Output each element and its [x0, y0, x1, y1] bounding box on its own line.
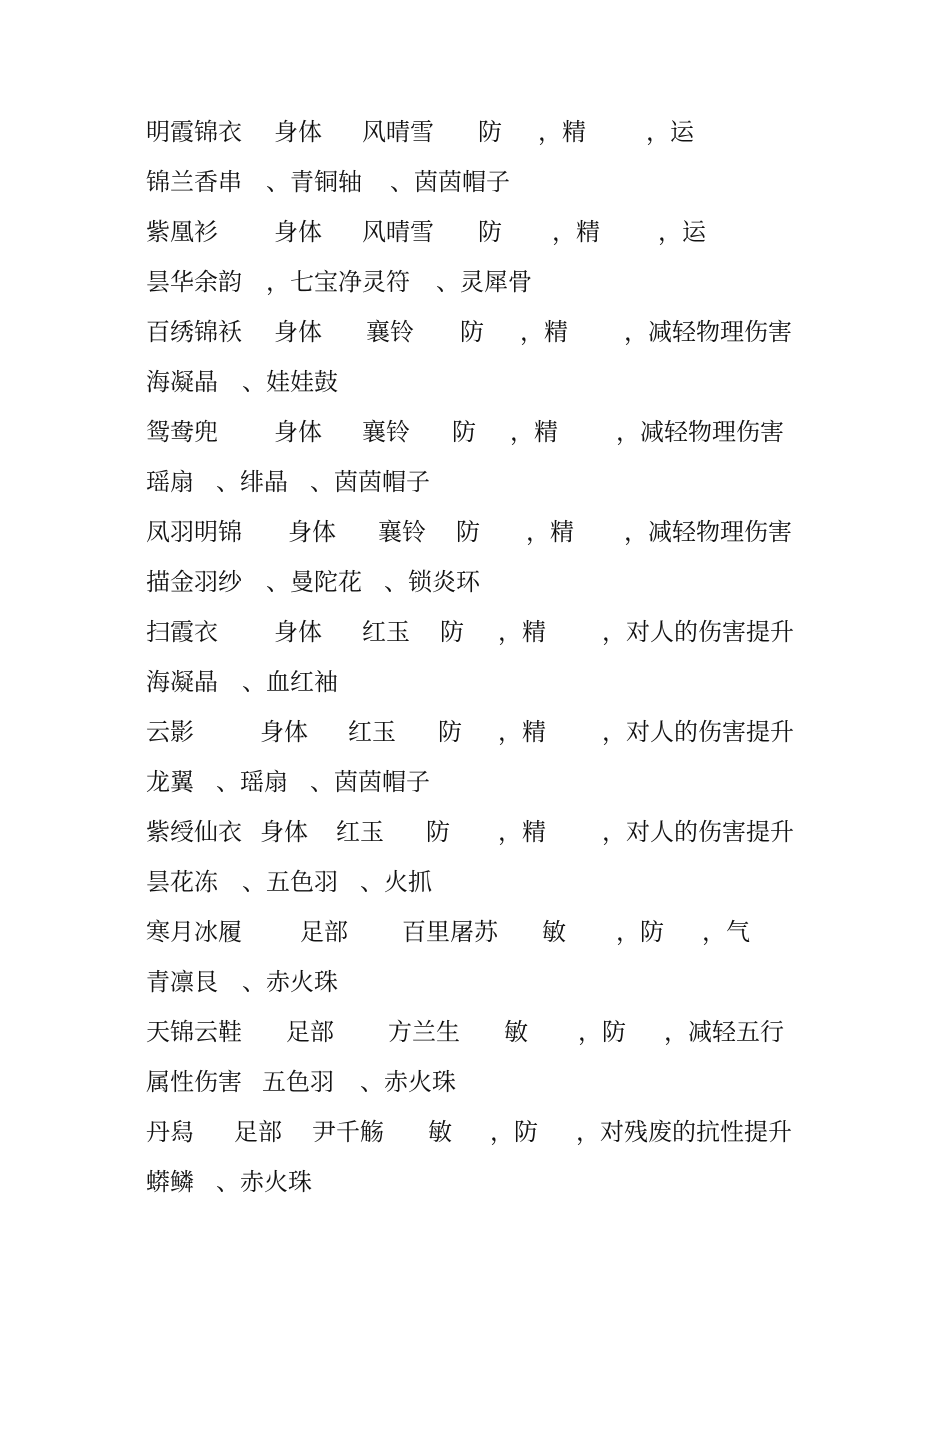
stat-text: 防	[440, 618, 464, 646]
stat-text: 敏	[428, 1118, 452, 1146]
stat-text: ，精	[498, 718, 546, 746]
equip-slot: 身体	[274, 318, 322, 346]
character-name: 风晴雪	[362, 118, 434, 146]
stat-text: ，对人的伤害提升	[602, 718, 794, 746]
material-text: 、血红袖	[242, 668, 338, 696]
text-line	[146, 962, 846, 1002]
material-text: 、绯晶	[216, 468, 288, 496]
material-text: 青凛艮	[146, 968, 218, 996]
item-name: 百绣锦袄	[146, 318, 242, 346]
material-text: 、茵茵帽子	[310, 768, 430, 796]
text-line	[146, 562, 846, 602]
item-name: 云影	[146, 718, 194, 746]
material-text: 昙花冻	[146, 868, 218, 896]
material-text: 、瑶扇	[216, 768, 288, 796]
stat-text: ，对人的伤害提升	[602, 818, 794, 846]
item-name: 紫绶仙衣	[146, 818, 242, 846]
text-line	[146, 1012, 846, 1052]
item-name: 紫凰衫	[146, 218, 218, 246]
stat-text: 防	[478, 218, 502, 246]
text-line	[146, 1162, 846, 1202]
material-text: 五色羽	[262, 1068, 334, 1096]
text-line	[146, 662, 846, 702]
material-text: 锦兰香串	[146, 168, 242, 196]
stat-text: ，防	[578, 1018, 626, 1046]
character-name: 红玉	[336, 818, 384, 846]
material-text: 、曼陀花	[266, 568, 362, 596]
text-line	[146, 862, 846, 902]
item-name: 丹舄	[146, 1118, 194, 1146]
equip-slot: 身体	[274, 218, 322, 246]
material-text: 龙翼	[146, 768, 194, 796]
stat-text: 敏	[542, 918, 566, 946]
stat-text: 防	[478, 118, 502, 146]
stat-text: ，气	[702, 918, 750, 946]
material-text: ，七宝净灵符	[266, 268, 410, 296]
stat-text: ，减轻物理伤害	[616, 418, 784, 446]
stat-text: 防	[438, 718, 462, 746]
stat-text: 防	[456, 518, 480, 546]
material-text: 、火抓	[360, 868, 432, 896]
text-line	[146, 462, 846, 502]
material-text: 、锁炎环	[384, 568, 480, 596]
text-line	[146, 712, 846, 752]
stat-text: ，精	[520, 318, 568, 346]
item-name: 鸳鸯兜	[146, 418, 218, 446]
material-text: 海凝晶	[146, 668, 218, 696]
equip-slot: 身体	[288, 518, 336, 546]
text-line	[146, 212, 846, 252]
stat-text: 敏	[504, 1018, 528, 1046]
stat-text: ，防	[616, 918, 664, 946]
equip-slot: 足部	[286, 1018, 334, 1046]
item-name: 凤羽明锦	[146, 518, 242, 546]
equip-slot: 足部	[300, 918, 348, 946]
stat-text: ，精	[498, 818, 546, 846]
stat-text: ，精	[498, 618, 546, 646]
material-text: 、茵茵帽子	[310, 468, 430, 496]
text-line	[146, 812, 846, 852]
text-line	[146, 312, 846, 352]
stat-text: 防	[452, 418, 476, 446]
character-name: 襄铃	[378, 518, 426, 546]
text-line	[146, 512, 846, 552]
material-text: 、五色羽	[242, 868, 338, 896]
character-name: 红玉	[348, 718, 396, 746]
text-line	[146, 262, 846, 302]
material-text: 、赤火珠	[360, 1068, 456, 1096]
material-text: 、茵茵帽子	[390, 168, 510, 196]
material-text: 海凝晶	[146, 368, 218, 396]
text-line	[146, 1062, 846, 1102]
text-line	[146, 612, 846, 652]
stat-text: ，对残废的抗性提升	[576, 1118, 792, 1146]
equip-slot: 身体	[274, 618, 322, 646]
character-name: 襄铃	[362, 418, 410, 446]
stat-text: 防	[426, 818, 450, 846]
material-text: 、赤火珠	[242, 968, 338, 996]
stat-text: ，运	[658, 218, 706, 246]
stat-text: ，防	[490, 1118, 538, 1146]
item-name: 扫霞衣	[146, 618, 218, 646]
material-text: 瑶扇	[146, 468, 194, 496]
material-text: 、灵犀骨	[436, 268, 532, 296]
character-name: 红玉	[362, 618, 410, 646]
character-name: 方兰生	[388, 1018, 460, 1046]
item-name: 寒月冰履	[146, 918, 242, 946]
text-line	[146, 1112, 846, 1152]
equip-slot: 足部	[234, 1118, 282, 1146]
item-name: 明霞锦衣	[146, 118, 242, 146]
material-text: 、娃娃鼓	[242, 368, 338, 396]
stat-text: ，对人的伤害提升	[602, 618, 794, 646]
text-line	[146, 112, 846, 152]
stat-text: ，减轻物理伤害	[624, 518, 792, 546]
material-text: 属性伤害	[146, 1068, 242, 1096]
material-text: 描金羽纱	[146, 568, 242, 596]
text-line	[146, 162, 846, 202]
text-line	[146, 762, 846, 802]
material-text: 蟒鳞	[146, 1168, 194, 1196]
material-text: 、赤火珠	[216, 1168, 312, 1196]
character-name: 百里屠苏	[402, 918, 498, 946]
equip-slot: 身体	[274, 118, 322, 146]
stat-text: ，减轻物理伤害	[624, 318, 792, 346]
equip-slot: 身体	[274, 418, 322, 446]
item-name: 天锦云鞋	[146, 1018, 242, 1046]
stat-text: ，运	[646, 118, 694, 146]
character-name: 尹千觞	[312, 1118, 384, 1146]
equip-slot: 身体	[260, 818, 308, 846]
stat-text: ，精	[552, 218, 600, 246]
stat-text: 防	[460, 318, 484, 346]
stat-text: ，减轻五行	[664, 1018, 784, 1046]
text-line	[146, 912, 846, 952]
stat-text: ，精	[510, 418, 558, 446]
character-name: 襄铃	[366, 318, 414, 346]
character-name: 风晴雪	[362, 218, 434, 246]
stat-text: ，精	[526, 518, 574, 546]
text-line	[146, 362, 846, 402]
equip-slot: 身体	[260, 718, 308, 746]
text-line	[146, 412, 846, 452]
material-text: 、青铜轴	[266, 168, 362, 196]
stat-text: ，精	[538, 118, 586, 146]
material-text: 昙华余韵	[146, 268, 242, 296]
